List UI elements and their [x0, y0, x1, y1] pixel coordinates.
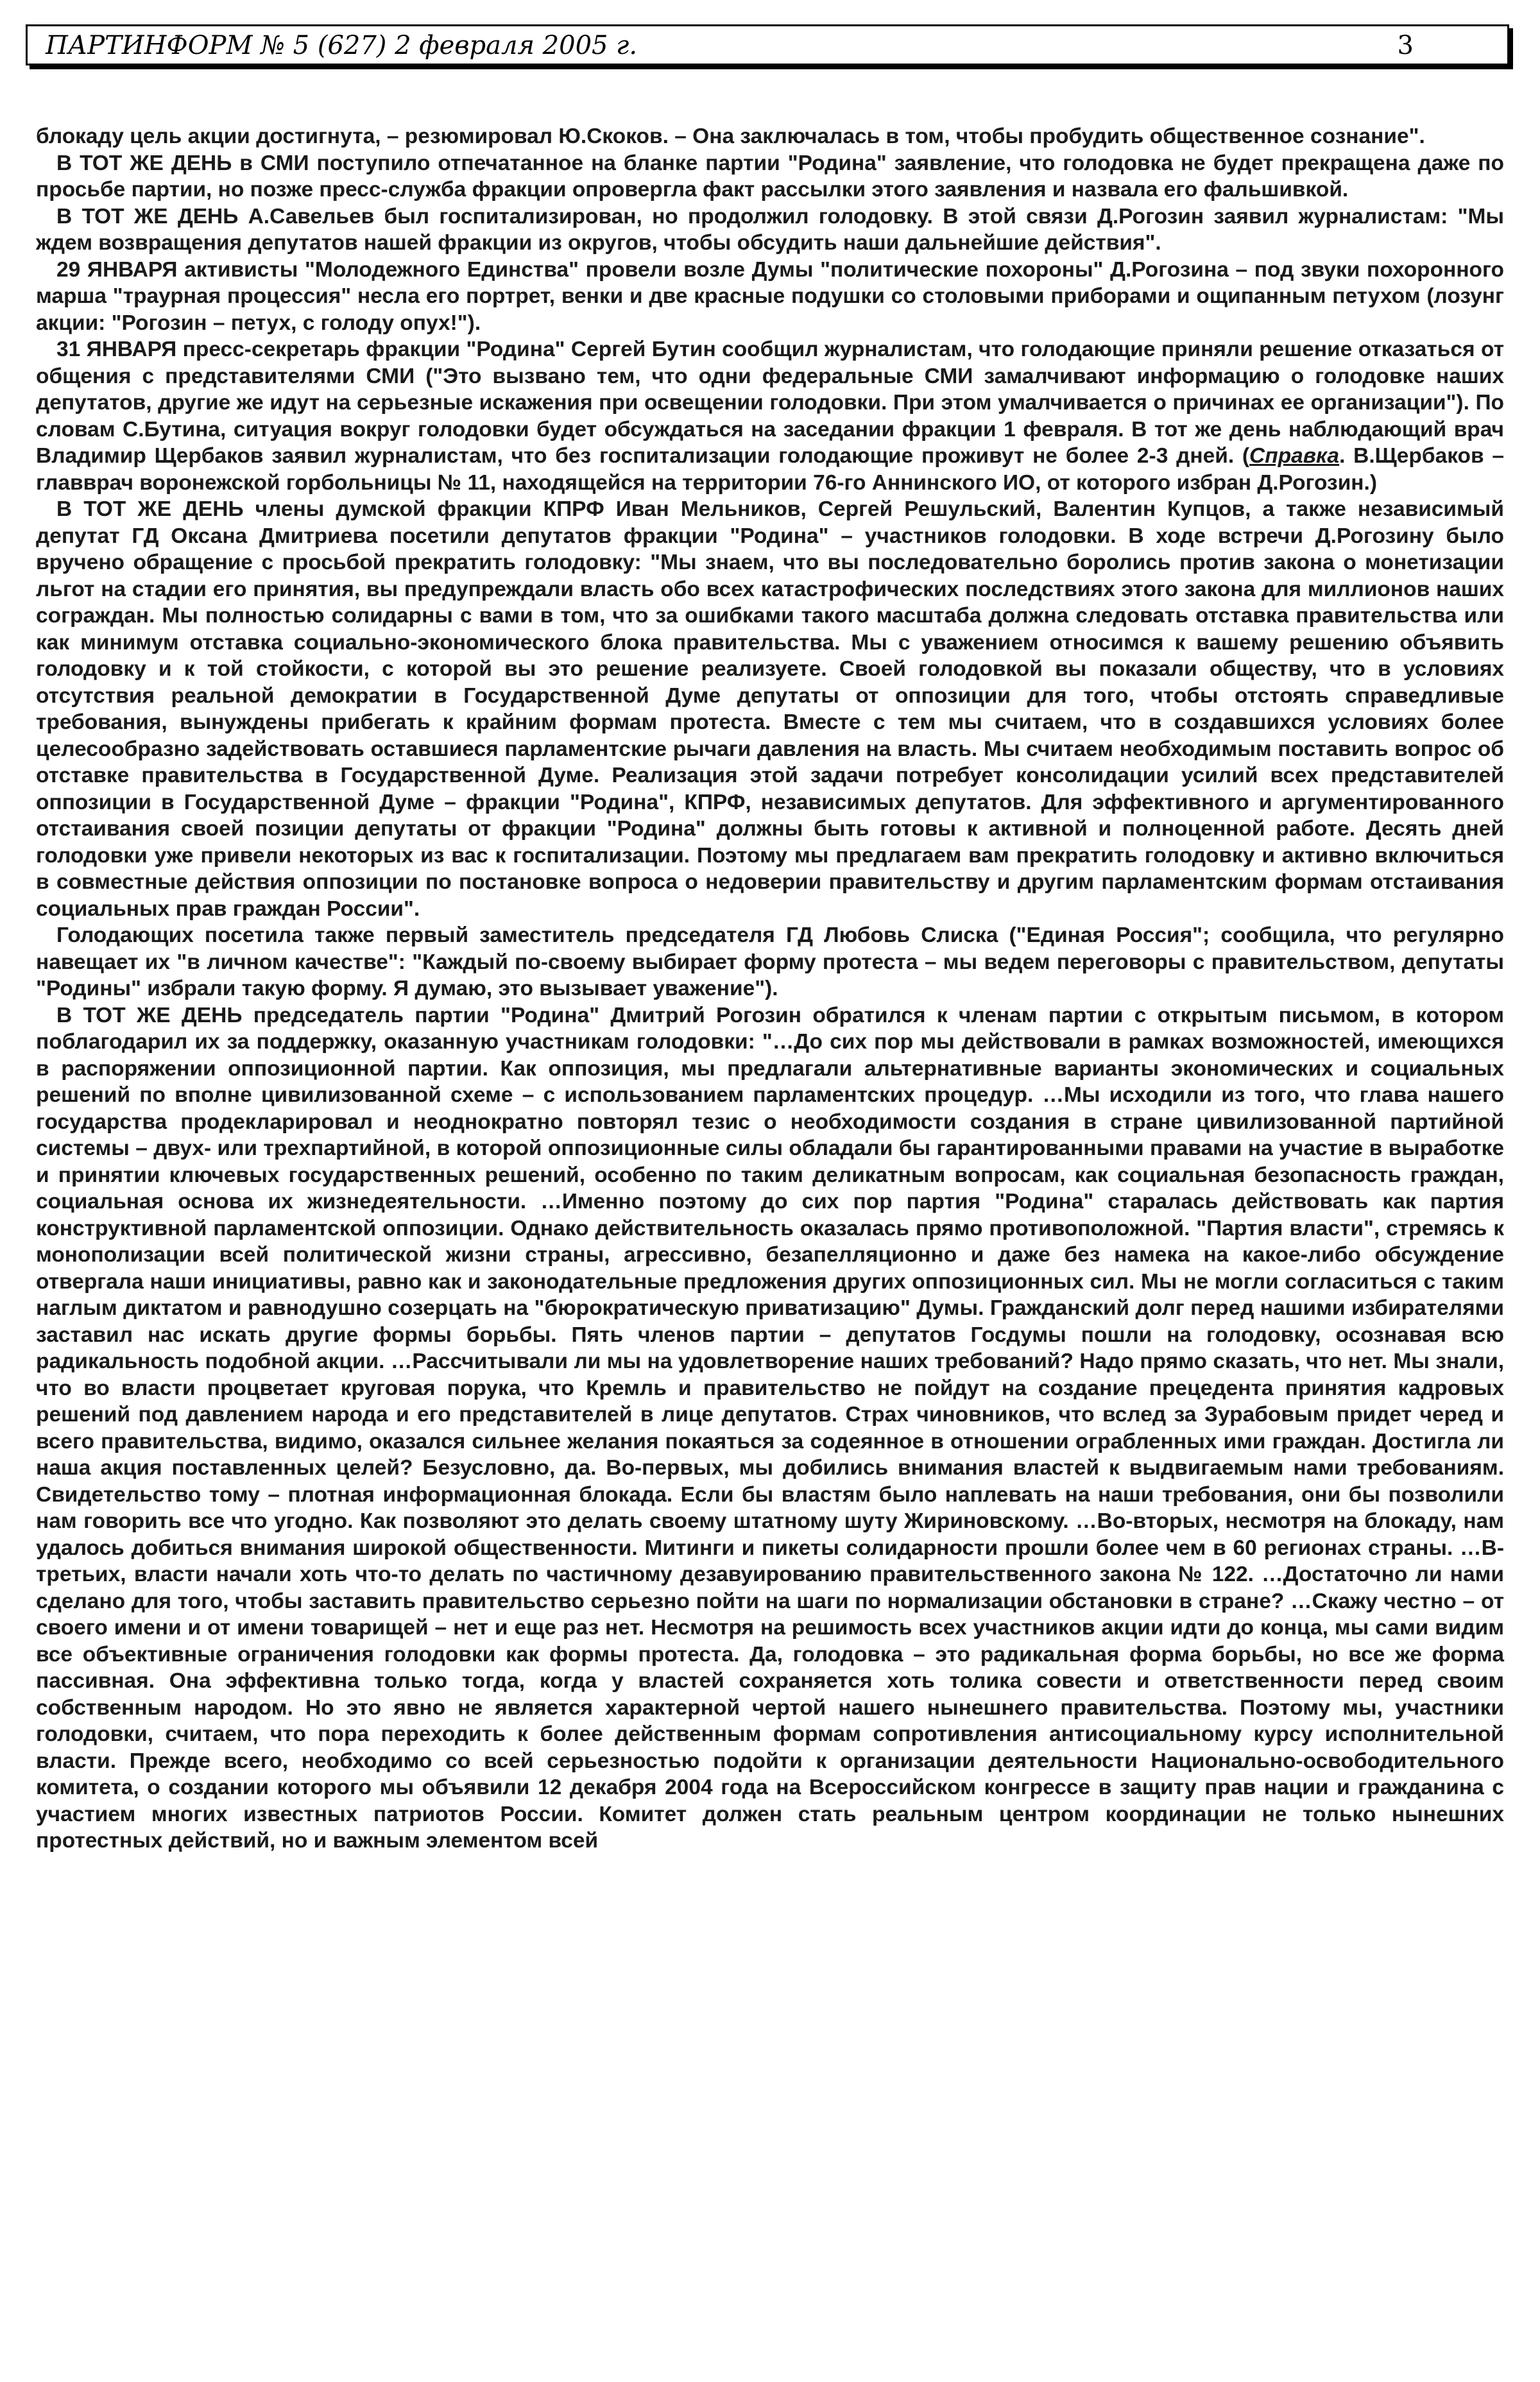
date-lead: В ТОТ ЖЕ ДЕНЬ: [56, 151, 232, 175]
reference-label: Справка: [1249, 444, 1340, 468]
date-lead: 31 ЯНВАРЯ: [56, 338, 177, 361]
date-lead: В ТОТ ЖЕ ДЕНЬ: [56, 204, 239, 228]
paragraph-6: [36, 496, 1504, 922]
paragraph-text: пресс-секретарь фракции "Родина" Сергей Бутин сообщил журналистам, что голодающие приняли решение отказаться от общения с представителями СМИ ("Это вызвано тем, что одни федеральные СМИ замалчивают информацию о голодовке наших депутатов, другие же идут на серьезные искажения при освещении голодовки. При этом умалчивается о причинах ее организации"). По словам С.Бутина, ситуация вокруг голодовки будет обсуждаться на заседании фракции 1 февраля. В тот же день наблюдающий врач Владимир Щербаков заявил журналистам, что без госпитализации голодающие проживут не более 2-3 дней. (: [36, 338, 1504, 468]
paragraph-7: [36, 922, 1504, 1002]
paragraph-3: [36, 203, 1504, 257]
paragraph-text: активисты "Молодежного Единства" провели возле Думы "политические похороны" Д.Рогозина – под звуки похоронного марша "траурная процессия" несла его портрет, венки и две красные подушки со столовыми приборами и ощипанным петухом (лозунг акции: "Рогозин – петух, с голоду опух!").: [36, 257, 1504, 335]
date-lead: В ТОТ ЖЕ ДЕНЬ: [56, 497, 244, 521]
paragraph-1: [36, 123, 1504, 150]
newspaper-header: [26, 24, 1509, 65]
paragraph-text: блокаду цель акции достигнута, – резюмировал Ю.Скоков. – Она заключалась в том, чтобы пробудить общественное сознание".: [36, 124, 1425, 148]
paragraph-text: Голодающих посетила также первый заместитель председателя ГД Любовь Слиска ("Единая Россия"; сообщила, что регулярно навещает их "в личном качестве": "Каждый по-своему выбирает форму протеста – мы ведем переговоры с правительством, депутаты "Родины" избрали такую форму. Я думаю, это вызывает уважение").: [36, 923, 1504, 1000]
paragraph-4: [36, 257, 1504, 337]
paragraph-5: [36, 336, 1504, 496]
date-lead: 29 ЯНВАРЯ: [56, 257, 178, 282]
paragraph-text: председатель партии "Родина" Дмитрий Рогозин обратился к членам партии с открытым письмом, в котором поблагодарил их за поддержку, оказанную участникам голодовки: "…До сих пор мы действовали в рамках возможностей, имеющихся в распоряжении оппозиционной партии. Как оппозиция, мы предлагали альтернативные варианты экономических и социальных решений по вполне цивилизованной схеме – с использованием парламентских процедур. …Мы исходили из того, что глава нашего государства продекларировал и неоднократно повторял тезис о необходимости создания в стране цивилизованной партийной системы – двух- или трехпартийной, в которой оппозиционные силы обладали бы гарантированными правами на участие в выработке и принятии ключевых государственных решений, особенно по таким деликатным вопросам, как социальная безопасность граждан, социальная основа их жизнедеятельности. …Именно поэтому до сих пор партия "Родина" старалась действовать как партия конструктивной парламентской оппозиции. Однако действительность оказалась прямо противоположной. "Партия власти", стремясь к монополизации всей политической жизни страны, агрессивно, безапелляционно и даже без намека на какое-либо обсуждение отвергала наши инициативы, равно как и законодательные предложения других оппозиционных сил. Мы не могли согласиться с таким наглым диктатом и равнодушно созерцать на "бюрократическую приватизацию" Думы. Гражданский долг перед нашими избирателями заставил нас искать другие формы борьбы. Пять членов партии – депутатов Госдумы пошли на голодовку, осознавая всю радикальность подобной акции. …Рассчитывали ли мы на удовлетворение наших требований? Надо прямо сказать, что нет. Мы знали, что во власти процветает круговая порука, что Кремль и правительство не пойдут на создание прецедента принятия кадровых решений под давлением народа и его представителей в лице депутатов. Страх чиновников, что вслед за Зурабовым придет черед и всего правительства, видимо, оказался сильнее желания покаяться за содеянное в отношении ограбленных ими граждан. Достигла ли наша акция поставленных целей? Безусловно, да. Во-первых, мы добились внимания властей к выдвигаемым нами требованиям. Свидетельство тому – плотная информационная блокада. Если бы властям было наплевать на наши требования, они бы позволили нам говорить все что угодно. Как позволяют это делать своему штатному шуту Жириновскому. …Во-вторых, несмотря на блокаду, нам удалось добиться внимания широкой общественности. Митинги и пикеты солидарности прошли более чем в 60 регионах страны. …В-третьих, власти начали хоть что-то делать по частичному дезавуированию правительственного закона № 122. …Достаточно ли нами сделано для того, чтобы заставить правительство серьезно пойти на шаги по нормализации обстановки в стране? …Скажу честно – от своего имени и от имени товарищей – нет и еще раз нет. Несмотря на решимость всех участников акции идти до конца, мы сами видим все объективные ограничения голодовки как формы протеста. Да, голодовка – это радикальная форма борьбы, но все же форма пассивная. Она эффективна только тогда, когда у властей сохраняется хоть толика совести и ответственности перед своим собственным народом. Но это явно не является характерной чертой нашего нынешнего правительства. Поэтому мы, участники голодовки, считаем, что пора переходить к более действенным формам сопротивления антисоциальному курсу исполнительной власти. Прежде всего, необходимо со всей серьезностью подойти к организации деятельности Национально-освободительного комитета, о создании которого мы объявили 12 декабря 2004 года на Всероссийском конгрессе в защиту прав нации и гражданина с участием многих известных патриотов России. Комитет должен стать реальным центром координации не только нынешних протестных действий, но и важным элементом всей: [36, 1003, 1504, 1853]
publication-title: ПАРТИНФОРМ № 5 (627) 2 февраля 2005 г.: [46, 31, 638, 60]
date-lead: В ТОТ ЖЕ ДЕНЬ: [56, 1003, 243, 1027]
paragraph-text: в СМИ поступило отпечатанное на бланке партии "Родина" заявление, что голодовка не будет прекращена даже по просьбе партии, но позже пресс-служба фракции опровергла факт рассылки этого заявления и назвала его фальшивкой.: [36, 151, 1504, 201]
paragraph-text: А.Савельев был госпитализирован, но продолжил голодовку. В этой связи Д.Рогозин заявил журналистам: "Мы ждем возвращения депутатов нашей фракции из округов, чтобы обсудить наши дальнейшие действия".: [36, 204, 1504, 255]
paragraph-2: [36, 150, 1504, 203]
paragraph-text: члены думской фракции КПРФ Иван Мельников, Сергей Решульский, Валентин Купцов, а также независимый депутат ГД Оксана Дмитриева посетили депутатов фракции "Родина" – участников голодовки. В ходе встречи Д.Рогозину было вручено обращение с просьбой прекратить голодовку: "Мы знаем, что вы последовательно боролись против закона о монетизации льгот на стадии его принятия, вы предупреждали власть обо всех катастрофических последствиях этого закона для миллионов наших сограждан. Мы полностью солидарны с вами в том, что за ошибками такого масштаба должна следовать отставка правительства или как минимум отставка социально-экономического блока правительства. Мы с уважением относимся к вашему решению объявить голодовку и к той стойкости, с которой вы это решение реализуете. Своей голодовкой вы показали обществу, что в условиях отсутствия реальной демократии в Государственной Думе депутаты от оппозиции для того, чтобы отстоять справедливые требования, вынуждены прибегать к крайним формам протеста. Вместе с тем мы считаем, что в создавшихся условиях более целесообразно задействовать оставшиеся парламентские рычаги давления на власть. Мы считаем необходимым поставить вопрос об отставке правительства в Государственной Думе. Реализация этой задачи потребует консолидации усилий всех представителей оппозиции в Государственной Думе – фракции "Родина", КПРФ, независимых депутатов. Для эффективного и аргументированного отстаивания своей позиции депутаты от фракции "Родина" должны быть готовы к активной и полноценной работе. Десять дней голодовки уже привели некоторых из вас к госпитализации. Поэтому мы предлагаем вам прекратить голодовку и активно включиться в совместные действия оппозиции по постановке вопроса о недоверии правительству и другим парламентским формам отстаивания социальных прав граждан России".: [36, 497, 1504, 921]
page-number: 3: [1397, 31, 1414, 60]
reference-text: . В.Щербаков – главврач воронежской горбольницы № 11, находящейся на территории 76-го Аннинского ИО, от которого избран Д.Рогозин.): [36, 444, 1504, 495]
paragraph-8: [36, 1002, 1504, 1855]
article-body: [36, 123, 1504, 1855]
